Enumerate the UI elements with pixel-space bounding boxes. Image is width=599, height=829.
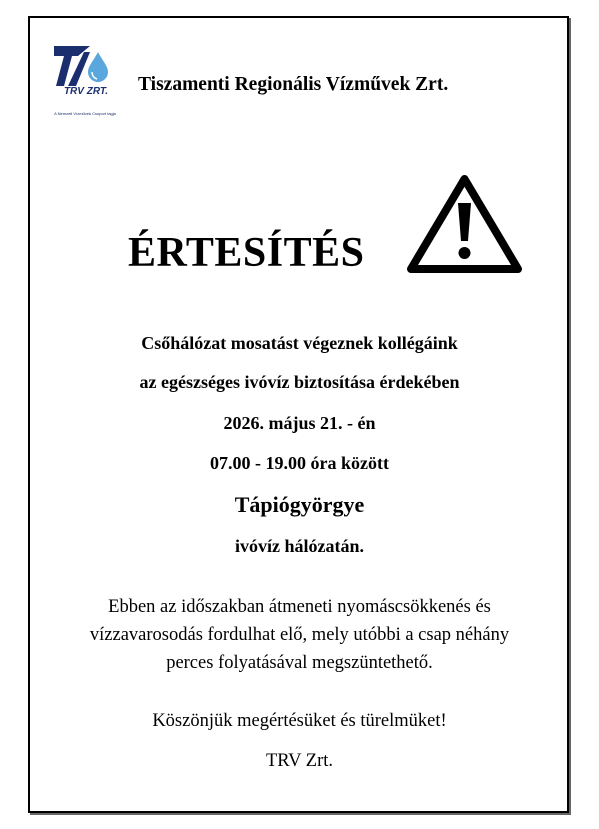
notice-date: 2026. május 21. - én: [223, 413, 376, 433]
water-drop-logo-icon: [50, 42, 120, 92]
info-line-1: Ebben az időszakban átmeneti nyomáscsökkenés és: [108, 597, 491, 617]
info-line-2: vízzavarosodás fordulhat elő, mely utóbbi a csap néhány: [89, 625, 510, 645]
notice-time: 07.00 - 19.00 óra között: [210, 453, 389, 473]
notice-line-1: Csőhálózat mosatást végeznek kollégáink: [141, 333, 458, 353]
logo-tagline: A Nemzeti Vízművek Csoport tagja: [54, 111, 116, 116]
warning-triangle-icon: [406, 173, 523, 275]
notice-title: ÉRTESÍTÉS: [128, 230, 365, 276]
company-name: Tiszamenti Regionális Vízművek Zrt.: [138, 74, 449, 95]
logo-abbr: TRV ZRT.: [63, 86, 109, 97]
info-line-3: perces folyatásával megszüntethető.: [166, 653, 433, 673]
notice-line-2: az egészséges ivóvíz biztosítása érdekében: [139, 372, 460, 392]
signature: TRV Zrt.: [265, 751, 334, 771]
notice-location: Tápiógyörgye: [234, 492, 365, 517]
thanks-text: Köszönjük megértésüket és türelmüket!: [152, 711, 447, 731]
notice-network: ivóvíz hálózatán.: [235, 536, 364, 556]
